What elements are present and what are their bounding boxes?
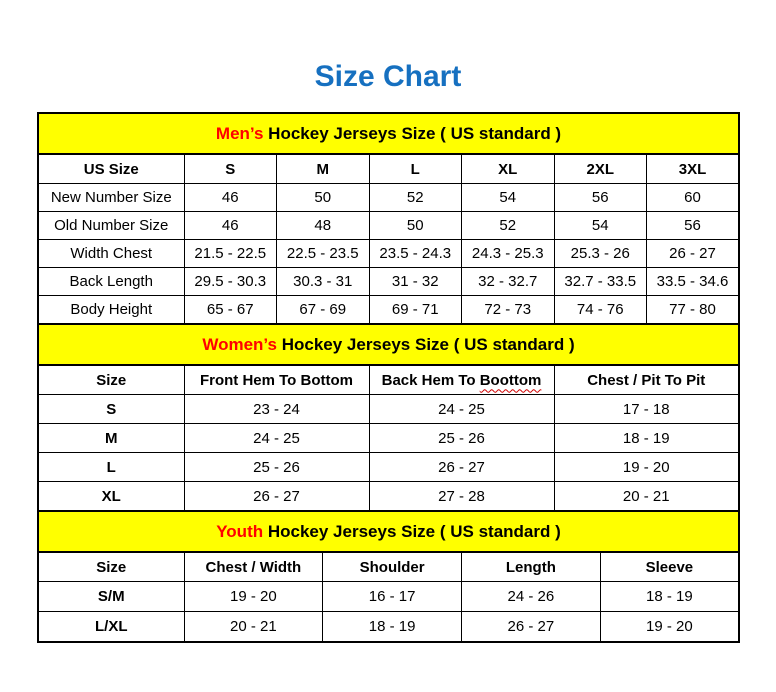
value-cell: 18 - 19: [323, 612, 462, 643]
row-label-cell: L: [38, 453, 184, 482]
value-cell: 22.5 - 23.5: [277, 240, 370, 268]
size-chart-container: [37, 112, 776, 643]
row-label-cell: Width Chest: [38, 240, 184, 268]
column-header: 3XL: [647, 154, 740, 184]
value-cell: 18 - 19: [600, 582, 739, 612]
value-cell: 65 - 67: [184, 296, 277, 325]
mens-section: [38, 113, 739, 324]
value-cell: 32.7 - 33.5: [554, 268, 647, 296]
size-chart-table: [37, 112, 740, 643]
value-cell: 31 - 32: [369, 268, 462, 296]
value-cell: 33.5 - 34.6: [647, 268, 740, 296]
womens-section-header: [38, 324, 739, 365]
value-cell: 46: [184, 184, 277, 212]
row-label-cell: M: [38, 424, 184, 453]
youth-column-header-row: [38, 552, 739, 582]
column-header: XL: [462, 154, 555, 184]
youth-label-rest: Hockey Jerseys Size ( US standard ): [263, 521, 561, 541]
value-cell: 52: [462, 212, 555, 240]
value-cell: 56: [647, 212, 740, 240]
table-row: [38, 453, 739, 482]
value-cell: 23 - 24: [184, 395, 369, 424]
value-cell: 24 - 25: [184, 424, 369, 453]
value-cell: 26 - 27: [184, 482, 369, 512]
value-cell: 21.5 - 22.5: [184, 240, 277, 268]
value-cell: 50: [277, 184, 370, 212]
column-header: Front Hem To Bottom: [184, 365, 369, 395]
value-cell: 67 - 69: [277, 296, 370, 325]
value-cell: 18 - 19: [554, 424, 739, 453]
value-cell: 26 - 27: [462, 612, 601, 643]
row-label-cell: S/M: [38, 582, 184, 612]
column-header: Sleeve: [600, 552, 739, 582]
value-cell: 23.5 - 24.3: [369, 240, 462, 268]
value-cell: 74 - 76: [554, 296, 647, 325]
value-cell: 48: [277, 212, 370, 240]
page-title: Size Chart: [314, 60, 462, 93]
mens-band-row: [38, 113, 739, 154]
value-cell: 50: [369, 212, 462, 240]
womens-band-row: [38, 324, 739, 365]
table-row: [38, 212, 739, 240]
row-label-cell: L/XL: [38, 612, 184, 643]
value-cell: 19 - 20: [600, 612, 739, 643]
table-row: [38, 268, 739, 296]
column-header: L: [369, 154, 462, 184]
mens-section-header: [38, 113, 739, 154]
value-cell: 77 - 80: [647, 296, 740, 325]
table-row: [38, 482, 739, 512]
womens-column-header-row: [38, 365, 739, 395]
column-header: 2XL: [554, 154, 647, 184]
value-cell: 24 - 26: [462, 582, 601, 612]
column-header: M: [277, 154, 370, 184]
table-row: [38, 240, 739, 268]
youth-band-row: [38, 511, 739, 552]
row-label-column-header: Size: [38, 552, 184, 582]
youth-label-red: Youth: [216, 521, 264, 541]
misspelled-word: Boottom: [479, 371, 542, 389]
youth-section: [38, 511, 739, 642]
value-cell: 20 - 21: [554, 482, 739, 512]
value-cell: 27 - 28: [369, 482, 554, 512]
table-row: [38, 395, 739, 424]
mens-label-red: Men’s: [215, 123, 264, 143]
table-row: [38, 184, 739, 212]
value-cell: 19 - 20: [554, 453, 739, 482]
row-label-cell: New Number Size: [38, 184, 184, 212]
column-header: Shoulder: [323, 552, 462, 582]
row-label-cell: XL: [38, 482, 184, 512]
value-cell: 56: [554, 184, 647, 212]
value-cell: 72 - 73: [462, 296, 555, 325]
row-label-cell: Back Length: [38, 268, 184, 296]
value-cell: 46: [184, 212, 277, 240]
row-label-cell: Old Number Size: [38, 212, 184, 240]
value-cell: 54: [554, 212, 647, 240]
table-row: [38, 296, 739, 325]
value-cell: 32 - 32.7: [462, 268, 555, 296]
womens-label-red: Women’s: [202, 334, 277, 354]
youth-section-header: [38, 511, 739, 552]
value-cell: 25 - 26: [369, 424, 554, 453]
value-cell: 16 - 17: [323, 582, 462, 612]
row-label-cell: S: [38, 395, 184, 424]
column-header: S: [184, 154, 277, 184]
value-cell: 20 - 21: [184, 612, 323, 643]
value-cell: 30.3 - 31: [277, 268, 370, 296]
table-row: [38, 582, 739, 612]
womens-label-rest: Hockey Jerseys Size ( US standard ): [276, 334, 575, 354]
table-row: [38, 612, 739, 643]
value-cell: 69 - 71: [369, 296, 462, 325]
mens-column-header-row: [38, 154, 739, 184]
row-label-cell: Body Height: [38, 296, 184, 325]
value-cell: 29.5 - 30.3: [184, 268, 277, 296]
row-label-column-header: Size: [38, 365, 184, 395]
column-header: Back Hem To Boottom: [369, 365, 554, 395]
value-cell: 25 - 26: [184, 453, 369, 482]
value-cell: 52: [369, 184, 462, 212]
value-cell: 54: [462, 184, 555, 212]
column-header: Chest / Pit To Pit: [554, 365, 739, 395]
value-cell: 24.3 - 25.3: [462, 240, 555, 268]
row-label-column-header: US Size: [38, 154, 184, 184]
column-header: Length: [462, 552, 601, 582]
value-cell: 60: [647, 184, 740, 212]
table-row: [38, 424, 739, 453]
value-cell: 24 - 25: [369, 395, 554, 424]
value-cell: 26 - 27: [647, 240, 740, 268]
mens-label-rest: Hockey Jerseys Size ( US standard ): [263, 123, 562, 143]
value-cell: 17 - 18: [554, 395, 739, 424]
value-cell: 25.3 - 26: [554, 240, 647, 268]
value-cell: 26 - 27: [369, 453, 554, 482]
column-header: Chest / Width: [184, 552, 323, 582]
womens-section: [38, 324, 739, 511]
value-cell: 19 - 20: [184, 582, 323, 612]
